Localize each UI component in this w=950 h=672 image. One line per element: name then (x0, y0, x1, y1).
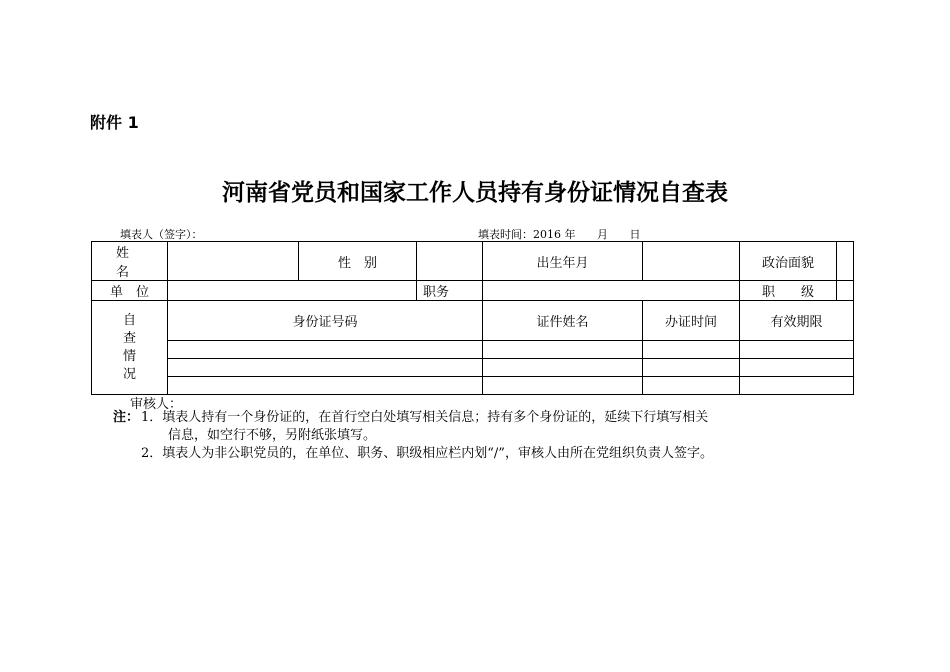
issue-date-cell[interactable] (643, 341, 740, 359)
politics-cell[interactable] (837, 242, 854, 281)
id-name-cell[interactable] (483, 341, 643, 359)
table-row-id-header (92, 301, 854, 341)
issue-date-cell[interactable] (643, 377, 740, 395)
unit-cell[interactable] (168, 281, 417, 301)
validity-cell[interactable] (740, 377, 854, 395)
id-name-cell[interactable] (483, 359, 643, 377)
filler-signature-label: 填表人（签字）： (120, 228, 203, 241)
note-1-line-1: 1．填表人持有一个身份证的，在首行空白处填写相关信息；持有多个身份证的，延续下行填写相关 (141, 410, 709, 425)
col-issue-date: 办证时间 (643, 301, 740, 341)
politics-label: 政治面貌 (740, 242, 837, 281)
rank-label: 职 级 (740, 281, 837, 301)
note-1-line-2: 信息，如空行不够，另附纸张填写。 (168, 428, 377, 443)
table-row (92, 341, 854, 359)
self-check-label: 自 查 情 况 (92, 301, 168, 395)
fill-time-month: 月 (597, 228, 608, 241)
note-1 (113, 409, 713, 427)
note-2: 2．填表人为非公职党员的，在单位、职务、职级相应栏内划“/”，审核人由所在党组织负责人签字。 (141, 446, 713, 461)
table-row-basic-info (92, 242, 854, 281)
unit-label: 单 位 (92, 281, 168, 301)
id-name-cell[interactable] (483, 377, 643, 395)
name-cell[interactable] (168, 242, 299, 281)
id-number-cell[interactable] (168, 341, 483, 359)
birth-cell[interactable] (643, 242, 740, 281)
rank-cell[interactable] (837, 281, 854, 301)
duty-label: 职务 (417, 281, 483, 301)
validity-cell[interactable] (740, 341, 854, 359)
table-row (92, 377, 854, 395)
validity-cell[interactable] (740, 359, 854, 377)
gender-label: 性 别 (299, 242, 417, 281)
fill-time-year: 填表时间：2016 年 (478, 228, 576, 241)
fill-time-day: 日 (629, 228, 641, 241)
note-head: 注： (113, 410, 140, 425)
page-title: 河南省党员和国家工作人员持有身份证情况自查表 (222, 179, 728, 206)
self-check-table (91, 241, 854, 395)
table-row-unit (92, 281, 854, 301)
fill-time (478, 226, 659, 242)
gender-cell[interactable] (417, 242, 483, 281)
issue-date-cell[interactable] (643, 359, 740, 377)
col-validity: 有效期限 (740, 301, 854, 341)
table-row (92, 359, 854, 377)
id-number-cell[interactable] (168, 377, 483, 395)
birth-label: 出生年月 (483, 242, 643, 281)
reviewer-label: 审核人： (130, 397, 183, 412)
notes (113, 409, 713, 463)
name-label: 姓 名 (92, 242, 168, 281)
duty-cell[interactable] (483, 281, 740, 301)
col-id-number: 身份证号码 (168, 301, 483, 341)
col-id-name: 证件姓名 (483, 301, 643, 341)
attachment-label: 附件 1 (90, 113, 139, 132)
id-number-cell[interactable] (168, 359, 483, 377)
